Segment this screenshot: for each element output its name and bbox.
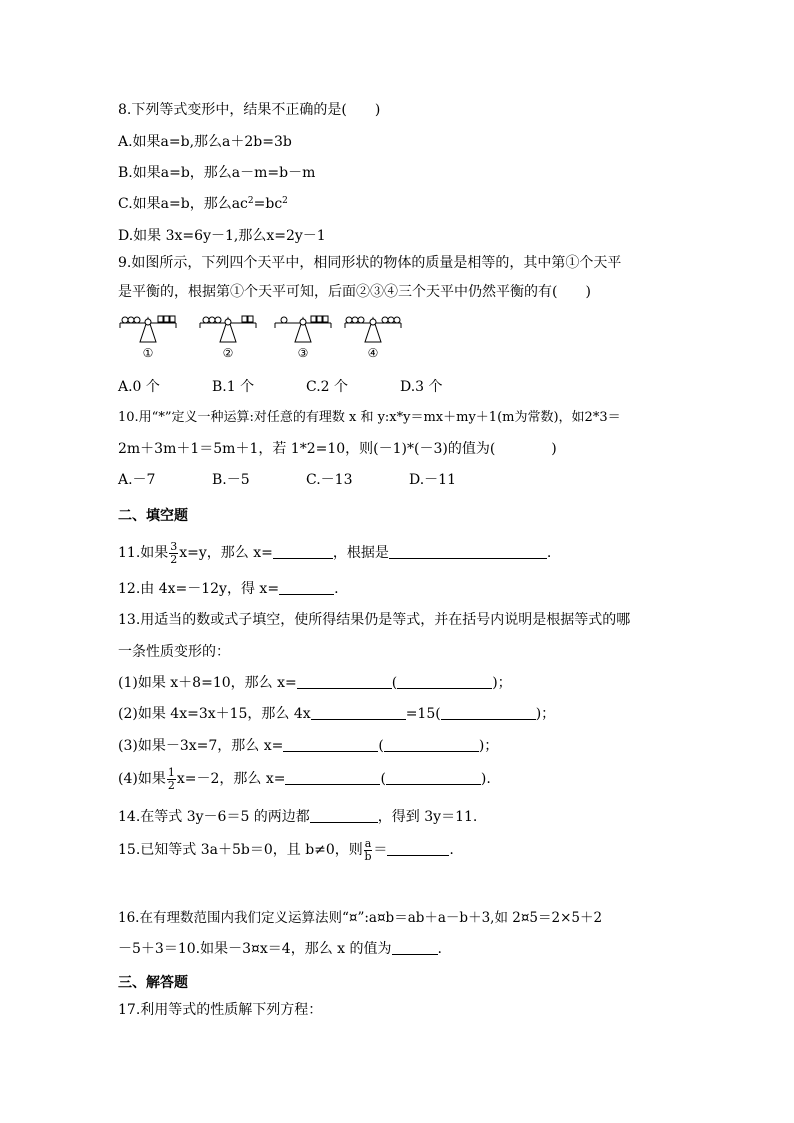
q9-option-d: D.3 个 xyxy=(400,379,443,395)
q9-option-c: C.2 个 xyxy=(306,379,349,395)
q13-part1-answer-blank[interactable] xyxy=(297,674,392,689)
q15-answer-blank[interactable] xyxy=(387,841,449,856)
q9-options xyxy=(118,377,443,397)
section-fill-in-blank: 二、填空题 xyxy=(118,508,188,524)
scale-label-2: ② xyxy=(222,346,234,360)
q9-stem-line1: 9.如图所示，下列四个天平中，相同形状的物体的质量是相等的，其中第①个天平 xyxy=(118,255,622,271)
q10-options xyxy=(118,470,456,490)
q13-part3: (3)如果－3x=7，那么 x= ( )； xyxy=(118,738,499,754)
q16-stem-line2: －5＋3＝10.如果－3¤x＝4，那么 x 的值为 . xyxy=(118,941,442,957)
q14-answer-blank[interactable] xyxy=(310,808,378,823)
q13-part2: (2)如果 4x=3x＋15，那么 4x =15( )； xyxy=(118,706,556,722)
q13-part2-answer-blank[interactable] xyxy=(311,705,406,720)
q13-part1-reason-blank[interactable] xyxy=(397,674,492,689)
q13-part4-fraction: $\frac{1}{2}$ xyxy=(167,765,175,792)
q10-option-a: A.－7 xyxy=(118,472,156,488)
q10-option-b: B.－5 xyxy=(212,472,250,488)
q13-part2-reason-blank[interactable] xyxy=(441,705,536,720)
q13-part1: (1)如果 x＋8=10，那么 x= ( )； xyxy=(118,675,512,691)
q14: 14.在等式 3y－6＝5 的两边都 ，得到 3y＝11. xyxy=(118,809,478,825)
q9-option-a: A.0 个 xyxy=(118,379,160,395)
q10-option-c: C.－13 xyxy=(306,472,353,488)
q13-part4-answer-blank[interactable] xyxy=(285,770,380,785)
q8-option-a: A.如果a=b,那么a＋2b=3b xyxy=(118,134,292,150)
q10-option-d: D.－11 xyxy=(409,472,456,488)
q9-option-b: B.1 个 xyxy=(212,379,255,395)
q13-part4-reason-blank[interactable] xyxy=(386,770,481,785)
scale-label-1: ① xyxy=(142,346,154,360)
q16-answer-blank[interactable] xyxy=(392,940,438,955)
scale-label-3: ③ xyxy=(297,346,309,360)
q13-part4: (4)如果 $\frac{1}{2}$ x=－2，那么 x= ( ). xyxy=(118,765,491,792)
q13-stem-line1: 13.用适当的数或式子填空，使所得结果仍是等式，并在括号内说明是根据等式的哪 xyxy=(118,612,631,628)
q12-answer-blank[interactable] xyxy=(279,580,334,595)
q8-option-c: C.如果a=b，那么$ac^2=bc^2$ xyxy=(118,196,288,212)
q12: 12.由 4x=－12y，得 x= . xyxy=(118,581,339,597)
q13-part3-reason-blank[interactable] xyxy=(384,737,479,752)
q17-stem: 17.利用等式的性质解下列方程： xyxy=(118,1002,323,1018)
q10-stem-line2: 2m＋3m＋1＝5m＋1，若 1*2=10，则(－1)*(－3)的值为( ) xyxy=(118,441,557,457)
q13-stem-line2: 一条性质变形的： xyxy=(118,644,230,660)
balance-scales-figure xyxy=(118,314,418,362)
q10-stem-line1: 10.用“*”定义一种运算:对任意的有理数 x 和 y:x*y＝mx＋my＋1(m为常数)，如2*3＝ xyxy=(118,410,621,425)
q13-part3-answer-blank[interactable] xyxy=(283,737,378,752)
q16-stem-line1: 16.在有理数范围内我们定义运算法则“¤”:a¤b＝ab＋a－b＋3,如 2¤5＝2×5＋2 xyxy=(118,910,603,926)
q11-answer-blank[interactable] xyxy=(273,544,333,559)
q11-fraction: $\frac{3}{2}$ xyxy=(170,539,178,566)
q11-reason-blank[interactable] xyxy=(389,544,547,559)
q15-fraction: $\frac{a}{b}$ xyxy=(364,836,372,863)
q8-stem: 8.下列等式变形中，结果不正确的是( ) xyxy=(118,102,381,118)
scale-label-4: ④ xyxy=(367,346,379,360)
q9-stem-line2: 是平衡的，根据第①个天平可知，后面②③④三个天平中仍然平衡的有( ) xyxy=(118,284,591,300)
q11: 11.如果 $\frac{3}{2}$ x=y，那么 x= ，根据是 . xyxy=(118,539,552,566)
q8-option-d: D.如果 3x=6y－1,那么x=2y－1 xyxy=(118,228,326,244)
section-solve: 三、解答题 xyxy=(118,975,188,991)
q8-option-b: B.如果a=b，那么a－m=b－m xyxy=(118,165,316,181)
q15: 15.已知等式 3a＋5b＝0，且 b≠0，则 $\frac{a}{b}$ ＝ . xyxy=(118,836,454,863)
